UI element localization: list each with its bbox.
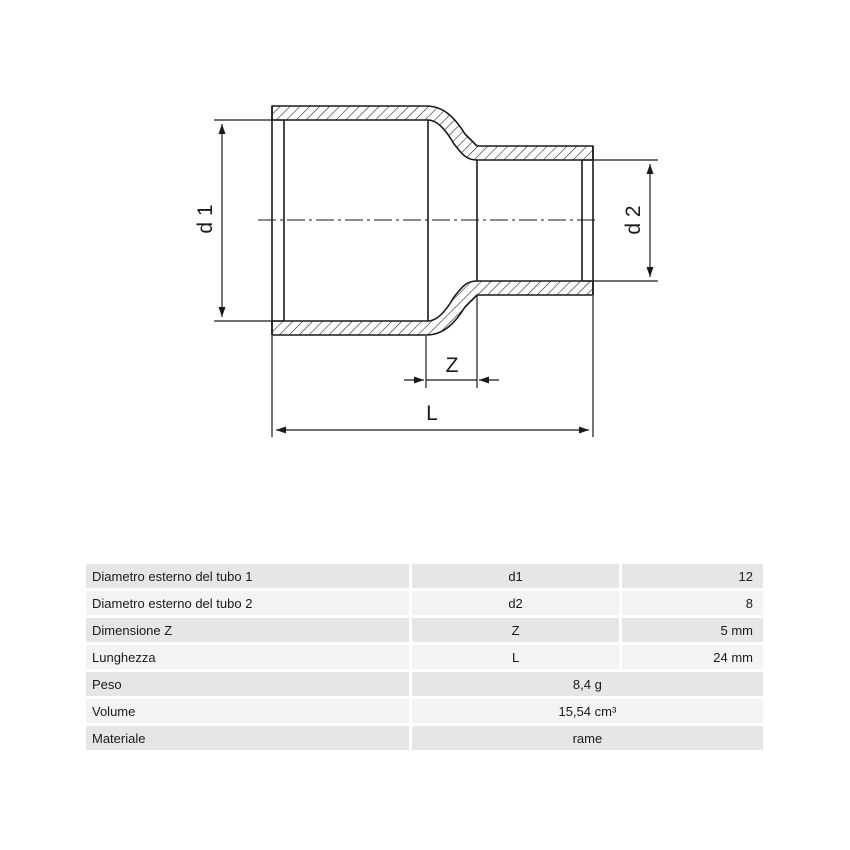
d2-label: d 2 [622,205,645,235]
table-row [86,618,763,642]
table-row [86,645,763,669]
l-label: L [426,402,438,425]
row-label: Dimensione Z [86,618,409,642]
row-label: Diametro esterno del tubo 2 [86,591,409,615]
table-row [86,672,763,696]
row-symbol: d2 [412,591,620,615]
row-symbol: Z [412,618,620,642]
row-value: 8 [622,591,763,615]
table-row [86,564,763,588]
table-row [86,591,763,615]
row-symbol: L [412,645,620,669]
row-symbol: d1 [412,564,620,588]
row-value: rame [412,726,763,750]
row-value: 5 mm [622,618,763,642]
row-label: Volume [86,699,409,723]
row-value: 24 mm [622,645,763,669]
row-label: Peso [86,672,409,696]
row-label: Materiale [86,726,409,750]
row-value: 15,54 cm³ [412,699,763,723]
lower-wall-section [272,281,593,335]
spec-table [83,561,766,753]
upper-wall-section [272,106,593,160]
z-label: Z [445,354,459,377]
table-row [86,699,763,723]
d1-label: d 1 [194,204,217,234]
row-value: 8,4 g [412,672,763,696]
row-value: 12 [622,564,763,588]
table-row [86,726,763,750]
row-label: Lunghezza [86,645,409,669]
row-label: Diametro esterno del tubo 1 [86,564,409,588]
